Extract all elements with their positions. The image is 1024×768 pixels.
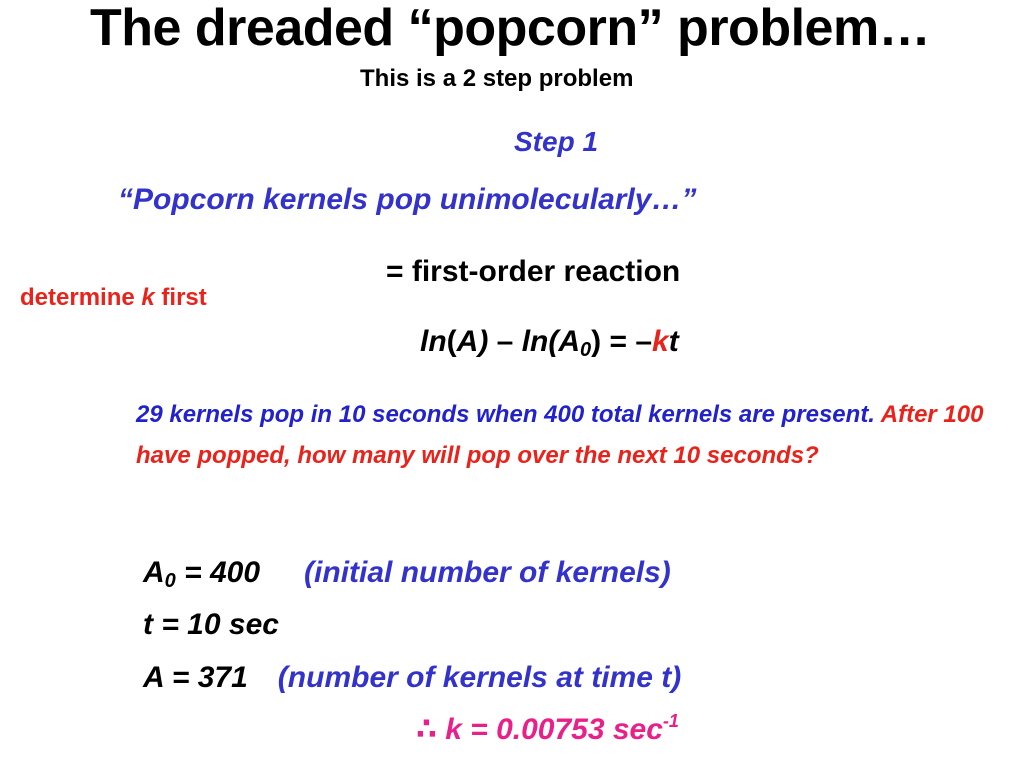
given-a0 (143, 555, 671, 591)
slide-title: The dreaded “popcorn” problem… (90, 0, 931, 57)
determine-k-note (20, 284, 207, 312)
eq-paren-close: ) (478, 325, 489, 358)
eq-a0: (A (548, 325, 581, 358)
slide-subtitle: This is a 2 step problem (360, 65, 634, 92)
rate-law-equation (420, 324, 679, 360)
eq-a0-close: ) (591, 325, 602, 358)
determine-suffix: first (154, 284, 207, 311)
therefore-symbol: ∴ (416, 713, 437, 746)
given-a (143, 660, 681, 696)
problem-quote: “Popcorn kernels pop unimolecularly…” (118, 183, 697, 216)
problem-question-text: After 100 have popped, how many will pop over the next 10 seconds? (136, 401, 984, 469)
eq-t: t (668, 325, 679, 358)
eq-ln-1: ln (420, 325, 447, 358)
a0-note: (initial number of kernels) (304, 556, 671, 589)
a-value: A = 371 (143, 661, 248, 694)
eq-minus: – (488, 325, 522, 358)
a-note: (number of kernels at time t) (277, 661, 682, 694)
eq-equals: = – (601, 325, 653, 358)
a0-variable: A (143, 556, 165, 589)
a0-value: = 400 (175, 556, 261, 589)
first-order-statement: = first-order reaction (386, 255, 681, 288)
a0-subscript: 0 (164, 570, 176, 592)
step-label: Step 1 (514, 126, 599, 157)
eq-k: k (652, 325, 669, 358)
eq-a0-subscript: 0 (580, 339, 592, 361)
k-result-text: k = 0.00753 sec (436, 713, 663, 746)
given-t: t = 10 sec (143, 608, 279, 641)
eq-ln-2: ln (521, 325, 549, 358)
eq-a: A (456, 325, 479, 358)
k-result (416, 712, 679, 748)
problem-statement (136, 394, 1006, 476)
k-result-exponent: -1 (662, 711, 679, 731)
eq-paren-open: ( (446, 325, 457, 358)
determine-k: k (141, 284, 155, 311)
problem-given-text: 29 kernels pop in 10 seconds when 400 total kernels are present. (136, 401, 881, 428)
determine-prefix: determine (20, 284, 142, 311)
